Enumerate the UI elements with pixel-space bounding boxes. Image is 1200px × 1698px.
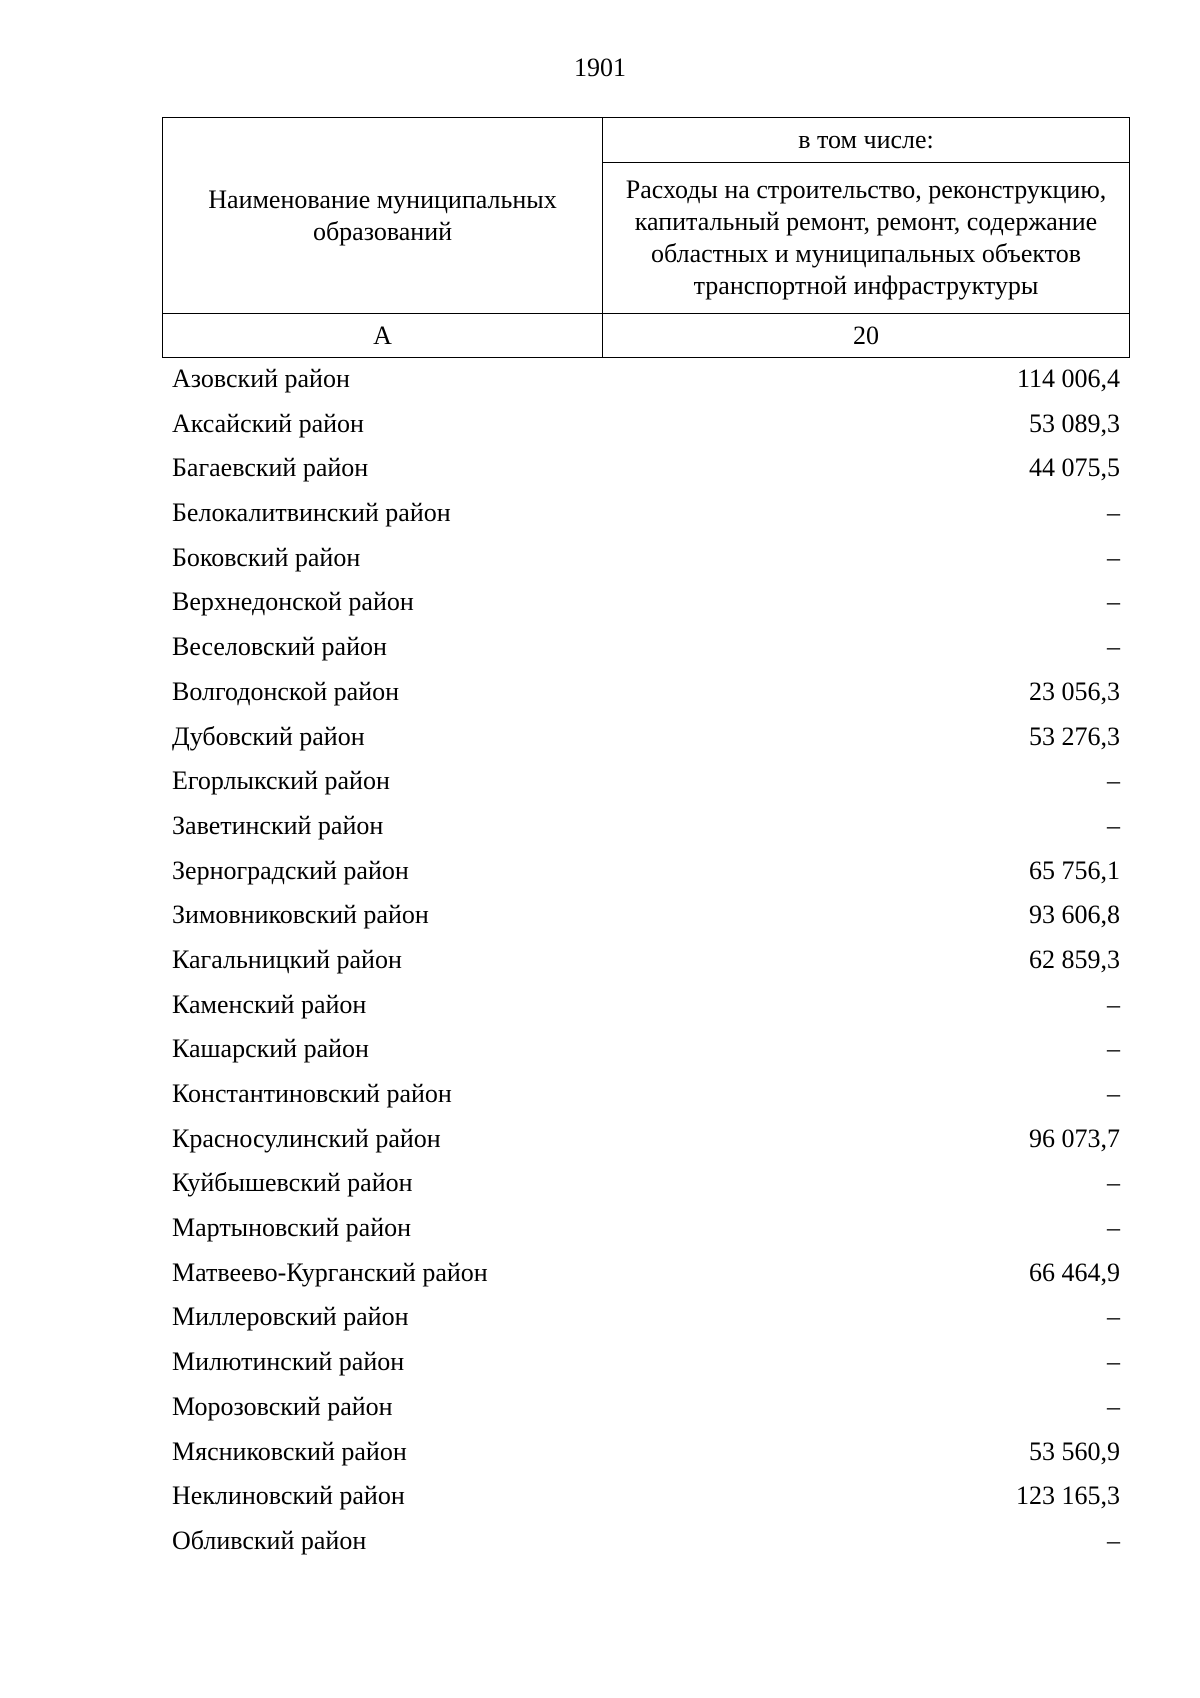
expense-value: –: [1107, 632, 1120, 662]
table-row: [172, 1474, 1120, 1519]
table-row: [172, 491, 1120, 536]
expense-value: 44 075,5: [1029, 453, 1120, 483]
municipality-name: Веселовский район: [172, 632, 387, 662]
table-row: [172, 1027, 1120, 1072]
table-row: [172, 1519, 1120, 1564]
municipality-name: Кашарский район: [172, 1034, 369, 1064]
municipality-name: Егорлыкский район: [172, 766, 390, 796]
table-row: [172, 446, 1120, 491]
expense-value: –: [1107, 587, 1120, 617]
municipality-name: Багаевский район: [172, 453, 369, 483]
table-row: [172, 893, 1120, 938]
municipality-name: Волгодонской район: [172, 676, 400, 706]
table-row: [172, 938, 1120, 983]
table-row: [172, 1385, 1120, 1430]
column-header-expense: Расходы на строительство, реконструкцию, капитальный ремонт, ремонт, содержание областных и муниципальных объектов транспортной инфраструктуры: [603, 163, 1130, 314]
table-header: [162, 117, 1130, 358]
expense-value: –: [1107, 1525, 1120, 1555]
municipality-name: Милютинский район: [172, 1347, 405, 1377]
municipality-name: Зерноградский район: [172, 855, 409, 885]
municipality-name: Матвеево-Курганский район: [172, 1257, 488, 1287]
municipality-name: Боковский район: [172, 542, 361, 572]
column-index-a: А: [163, 314, 603, 358]
municipality-name: Миллеровский район: [172, 1302, 409, 1332]
municipality-name: Константиновский район: [172, 1079, 452, 1108]
municipality-name: Каменский район: [172, 989, 367, 1019]
table-row: [172, 983, 1120, 1028]
expense-value: –: [1107, 498, 1120, 528]
municipality-name: Азовский район: [172, 364, 350, 393]
table-body: [172, 357, 1120, 1564]
table-row: [172, 580, 1120, 625]
municipality-name: Верхнедонской район: [172, 587, 414, 617]
municipality-name: Аксайский район: [172, 408, 364, 438]
table-row: [172, 1295, 1120, 1340]
municipality-name: Обливский район: [172, 1525, 367, 1555]
column-header-name: Наименование муниципальных образований: [163, 118, 603, 314]
table-row: [172, 1430, 1120, 1475]
table-row: [172, 357, 1120, 402]
municipality-name: Зимовниковский район: [172, 900, 429, 930]
expense-value: –: [1107, 542, 1120, 572]
expense-value: 114 006,4: [1016, 364, 1120, 393]
table-row: [172, 1072, 1120, 1117]
table-row: [172, 804, 1120, 849]
expense-value: –: [1107, 1213, 1120, 1243]
table-row: [172, 1117, 1120, 1162]
expense-value: 53 089,3: [1029, 408, 1120, 438]
municipality-name: Куйбышевский район: [172, 1168, 413, 1198]
expense-value: 23 056,3: [1029, 676, 1120, 706]
table-row: [172, 1340, 1120, 1385]
municipality-name: Морозовский район: [172, 1391, 393, 1421]
expense-value: –: [1107, 1034, 1120, 1064]
expense-value: 62 859,3: [1029, 944, 1120, 974]
table-row: [172, 536, 1120, 581]
expense-value: 123 165,3: [1016, 1481, 1120, 1511]
expense-value: –: [1107, 1079, 1120, 1108]
expense-value: 93 606,8: [1029, 900, 1120, 930]
expense-value: 53 276,3: [1029, 721, 1120, 751]
municipality-name: Дубовский район: [172, 721, 365, 751]
expense-value: 53 560,9: [1029, 1436, 1120, 1466]
expense-value: –: [1107, 1391, 1120, 1421]
table-row: [172, 1251, 1120, 1296]
table-row: [172, 715, 1120, 760]
expense-value: –: [1107, 989, 1120, 1019]
expense-value: –: [1107, 1302, 1120, 1332]
municipality-name: Белокалитвинский район: [172, 498, 451, 528]
column-index-20: 20: [603, 314, 1130, 358]
page-number: 1901: [574, 53, 626, 82]
municipality-name: Заветинский район: [172, 810, 384, 840]
municipality-name: Мясниковский район: [172, 1436, 407, 1466]
expense-value: –: [1107, 766, 1120, 796]
table-row: [172, 625, 1120, 670]
municipality-name: Мартыновский район: [172, 1213, 412, 1243]
municipality-name: Кагальницкий район: [172, 944, 402, 974]
expense-value: –: [1107, 810, 1120, 840]
expense-value: –: [1107, 1168, 1120, 1198]
expense-value: 66 464,9: [1029, 1257, 1120, 1287]
expense-value: 96 073,7: [1029, 1123, 1120, 1153]
table-row: [172, 402, 1120, 447]
table-row: [172, 849, 1120, 894]
table-row: [172, 1161, 1120, 1206]
column-header-including: в том числе:: [603, 118, 1130, 163]
municipality-name: Красносулинский район: [172, 1123, 441, 1153]
expense-value: 65 756,1: [1029, 855, 1120, 885]
municipality-name: Неклиновский район: [172, 1481, 405, 1511]
expense-value: –: [1107, 1347, 1120, 1377]
table-row: [172, 1206, 1120, 1251]
table-row: [172, 759, 1120, 804]
table-row: [172, 670, 1120, 715]
